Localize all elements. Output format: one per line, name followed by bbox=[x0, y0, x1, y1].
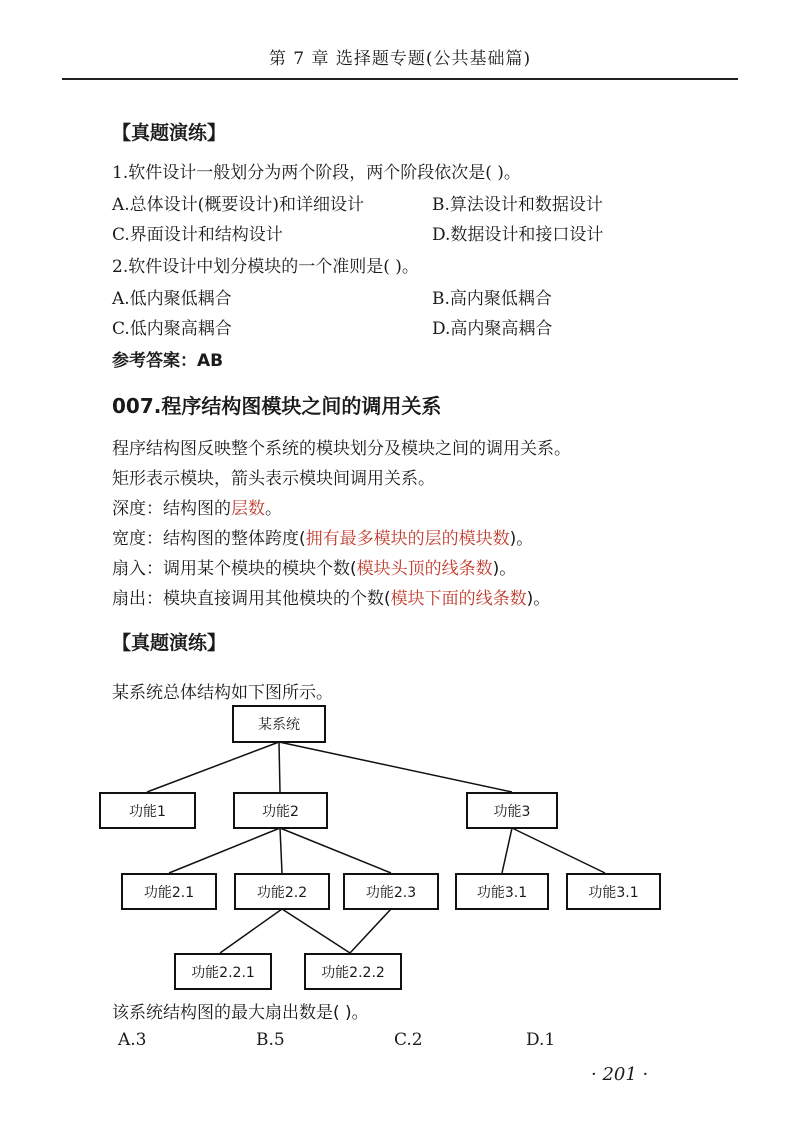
q2-option-b: B.高内聚低耦合 bbox=[432, 289, 552, 309]
width-highlight: 拥有最多模块的层的模块数 bbox=[305, 529, 510, 549]
fanout-option-b: B.5 bbox=[256, 1030, 285, 1050]
q2-option-a: A.低内聚低耦合 bbox=[112, 289, 232, 309]
fanout-option-d: D.1 bbox=[526, 1030, 556, 1050]
q1-option-c: C.界面设计和结构设计 bbox=[112, 225, 283, 245]
width-end: )。 bbox=[509, 529, 534, 549]
topic-line-2: 矩形表示模块，箭头表示模块间调用关系。 bbox=[112, 469, 435, 489]
running-header: 第 7 章 选择题专题(公共基础篇) bbox=[268, 49, 532, 69]
topic-line-1: 程序结构图反映整个系统的模块划分及模块之间的调用关系。 bbox=[112, 439, 571, 459]
q2-option-d: D.高内聚高耦合 bbox=[432, 319, 553, 339]
question-1: 1.软件设计一般划分为两个阶段，两个阶段依次是( )。 bbox=[112, 163, 521, 183]
q1-option-d: D.数据设计和接口设计 bbox=[432, 225, 604, 245]
fanout-option-a: A.3 bbox=[118, 1030, 147, 1050]
section-heading-1: 【真题演练】 bbox=[112, 122, 227, 144]
fanin-end: )。 bbox=[492, 559, 517, 579]
depth-label: 深度：结构图的 bbox=[112, 499, 231, 519]
fanout-question: 该系统结构图的最大扇出数是( )。 bbox=[112, 1003, 369, 1023]
fanout-label: 扇出：模块直接调用其他模块的个数( bbox=[112, 589, 391, 609]
depth-end: 。 bbox=[265, 499, 282, 519]
edge-f3-f31a bbox=[502, 828, 512, 873]
topic-title: 007.程序结构图模块之间的调用关系 bbox=[112, 394, 442, 418]
question-2: 2.软件设计中划分模块的一个准则是( )。 bbox=[112, 257, 419, 277]
fanout-option-c: C.2 bbox=[394, 1030, 423, 1050]
node-f221: 功能2.2.1 bbox=[174, 953, 272, 990]
node-f31a: 功能3.1 bbox=[455, 873, 549, 910]
page-number: · 201 · bbox=[591, 1064, 649, 1085]
edge-f2-f22 bbox=[280, 828, 282, 873]
fanout-highlight: 模块下面的线条数 bbox=[390, 589, 527, 609]
fanout-end: )。 bbox=[526, 589, 551, 609]
section-heading-2: 【真题演练】 bbox=[112, 632, 227, 654]
edge-root-f1 bbox=[147, 742, 279, 792]
edge-f2-f23 bbox=[280, 828, 391, 873]
depth-highlight: 层数 bbox=[231, 499, 265, 519]
node-f2: 功能2 bbox=[233, 792, 328, 829]
q1-option-a: A.总体设计(概要设计)和详细设计 bbox=[112, 195, 364, 215]
edge-f23-f222 bbox=[350, 909, 391, 953]
fanin-highlight: 模块头顶的线条数 bbox=[356, 559, 493, 579]
edge-f2-f21 bbox=[169, 828, 280, 873]
node-f31b: 功能3.1 bbox=[566, 873, 661, 910]
q2-option-c: C.低内聚高耦合 bbox=[112, 319, 232, 339]
edge-root-f3 bbox=[279, 742, 512, 792]
edge-root-f2 bbox=[279, 742, 280, 792]
node-f222: 功能2.2.2 bbox=[304, 953, 402, 990]
node-f22: 功能2.2 bbox=[234, 873, 330, 910]
node-f21: 功能2.1 bbox=[121, 873, 217, 910]
edge-f22-f221 bbox=[220, 909, 282, 953]
width-label: 宽度：结构图的整体跨度( bbox=[112, 529, 306, 549]
fanin-label: 扇入：调用某个模块的模块个数( bbox=[112, 559, 357, 579]
node-f23: 功能2.3 bbox=[343, 873, 439, 910]
node-root: 某系统 bbox=[232, 705, 326, 743]
node-f3: 功能3 bbox=[466, 792, 558, 829]
q1-option-b: B.算法设计和数据设计 bbox=[432, 195, 603, 215]
edge-f22-f222 bbox=[282, 909, 350, 953]
answer-key: 参考答案：AB bbox=[112, 351, 224, 371]
node-f1: 功能1 bbox=[99, 792, 196, 829]
diagram-intro: 某系统总体结构如下图所示。 bbox=[112, 683, 333, 703]
edge-f3-f31b bbox=[512, 828, 605, 873]
